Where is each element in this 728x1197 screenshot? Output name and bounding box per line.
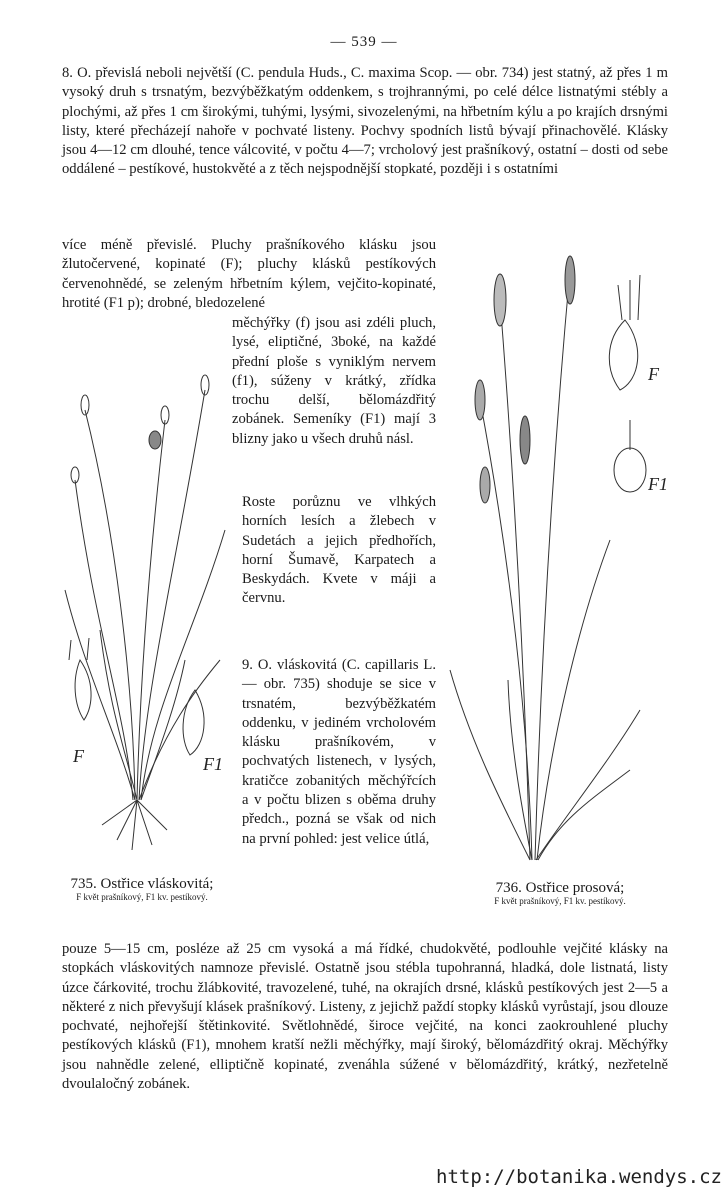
paragraph-species-9: 9. O. vláskovitá (C. capillaris L. — obr. 735) shoduje se sice v trsnatém, bezvýběžkatém oddenku, v jediném vrcholovém klásku prašníkovém, v pochvatých listenech, v lysých, kratičce zobanitých měchýřcích a v počtu blizen s oběma druhy předch., pozná se však od nich na první pohled: jest velice útlá, — [242, 657, 436, 847]
source-url: http://botanika.wendys.cz — [436, 1166, 722, 1188]
figure-735-caption-sub: F květ prašníkový, F1 kv. pestíkový. — [76, 892, 208, 902]
figure-735-caption — [42, 876, 242, 903]
figure-736-caption-sub: F květ prašníkový, F1 kv. pestíkový. — [494, 896, 626, 906]
page-number: — 539 — — [330, 34, 398, 50]
paragraph-species-8-cont: více méně převislé. Pluchy prašníkového klásku jsou žlutočervené, kopinaté (F); pluchy klásků pestíkových červenohnědé, se zeleným hřbetním kýlem, vejčito-kopinaté, hrotité (F1 p); drobné, bledozelené — [62, 237, 436, 311]
figure-735-illustration — [55, 330, 235, 870]
figure-736-label-f1: F1 — [648, 474, 668, 494]
sedge-panicea-drawing — [440, 240, 672, 880]
paragraph-species-8: 8. O. převislá neboli největší (C. pendula Huds., C. maxima Scop. — obr. 734) jest statný, až přes 1 m vysoký druh s trsnatým, bezvýběžkatým oddenkem, s trojhrannými, po celé délce listnatými stébly a plochými, až přes 1 cm širokými, tuhými, lysými, sivozelenými, na hřbetním kýlu a po krajích drsnými listy, které přecházejí nahoře v pochvaté listeny. Pochvy spodních listů bývají přinachovělé. Klásky jsou 4—12 cm dlouhé, tence válcovité, v počtu 4—7; vrcholový jest prašníkový, ostatní – dosti od sebe oddálené – pestíkové, hustokvěté a z těch nejspodnější stopkaté, později i s ostatními — [62, 65, 668, 178]
paragraph-species-8-fruit: měchýřky (f) jsou asi zdéli pluch, lysé, eliptičné, 3boké, na každé přední ploše s vyniklým nervem (f1), súženy v krátký, zřídka trochu delší, bělomázdřitý zobánek. Semeníky (F1) mají 3 blizny jako u všech druhů násl. — [232, 315, 436, 447]
figure-736-caption-main: 736. Ostřice prosová; — [495, 880, 625, 896]
figure-736-caption — [448, 880, 672, 907]
figure-736-illustration — [440, 240, 672, 880]
paragraph-species-9-cont: pouze 5—15 cm, posléze až 25 cm vysoká a má řídké, chudokvěté, podlouhle vejčité klásky na stopkách vláskovitých namnoze převislé. Ostatně jsou stébla tupohranná, hladká, dole listnatá, listy úzce čárkovité, trochu žlábkovité, travozelené, tuhé, na okrajích drsné, klásků pestíkových jest 2—5 a některé z nich převyšují klásek prašníkový. Listeny, z jejichž paždí stopky klásků vyrůstají, jsou dlouze pochvaté, nejhořejší štětinkovité. Světlohnědé, široce vejčité, na konci zaokrouhlené pluchy pestíkových klásků (F1), mnohem kratší nežli měchýřky, mají široký, bělomázdřitý okraj. Měchýřky jsou nahnědle zelené, elliptičně kopinaté, zvenáhla súžené v bělomázdřitý, krátký, nezřetelně dvoulaločný zobánek. — [62, 941, 668, 1093]
paragraph-species-8-habitat: Roste porůznu ve vlhkých horních lesích a žlebech v Sudetách a jejich předhořích, horní Šumavě, Karpatech a Beskydách. Kvete v máji a červnu. — [242, 494, 436, 607]
sedge-capillaris-drawing — [55, 330, 235, 870]
figure-736-label-f: F — [648, 364, 659, 384]
figure-735-label-f: F — [73, 746, 84, 766]
figure-735-caption-main: 735. Ostřice vláskovitá; — [70, 876, 214, 892]
figure-735-label-f1: F1 — [203, 754, 223, 774]
